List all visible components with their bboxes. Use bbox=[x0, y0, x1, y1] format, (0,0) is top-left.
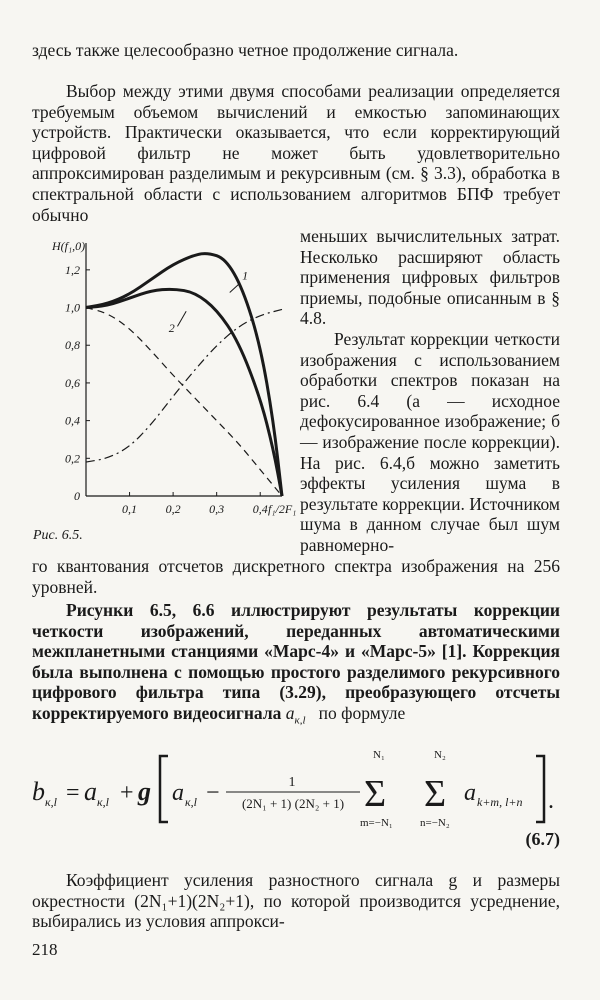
minus-sign: − bbox=[206, 780, 220, 806]
paragraph-4 bbox=[32, 600, 560, 731]
lhs-b: b bbox=[32, 777, 45, 806]
y-axis-label: H(f₁,0) bbox=[52, 239, 86, 253]
y-tick-label: 0,2 bbox=[65, 451, 80, 466]
paragraph-2: Выбор между этими двумя способами реализации определяется требуемым объемом вычислений и емкостью запоминающих устройств. Практически оказывается, что если корректирующий цифровой фильтр не может быть удовлетворительно аппроксимирован разделимым и рекурсивным (см. § 3.3), обработка в спектральной области с использованием алгоритмов БПФ требует обычно bbox=[32, 81, 560, 225]
signal-symbol-sub: к,l bbox=[294, 714, 306, 727]
inner-a: a bbox=[172, 780, 184, 806]
paragraph-3-continuation: го квантования отсчетов дискретного спектра изображения на 256 уровней. bbox=[32, 556, 560, 597]
series-label-1-leader bbox=[230, 283, 240, 292]
sum1-bottom: m=−N₁ bbox=[360, 817, 393, 829]
equation-number: (6.7) bbox=[525, 829, 560, 849]
fraction-denominator: (2N₁ + 1) (2N₂ + 1) bbox=[241, 796, 345, 811]
figure-caption: Рис. 6.5. bbox=[33, 528, 83, 543]
plus-sign: + bbox=[120, 780, 134, 806]
y-tick-label: 1,2 bbox=[65, 262, 80, 277]
sum2-top: N₂ bbox=[434, 749, 446, 761]
paragraph-5: Коэффициент усиления разностного сигнала g и размеры окрестности (2N₁+1)(2N₂+1), по которой производится усреднение, выбирались из условия аппрокси- bbox=[32, 870, 560, 932]
paragraph-1: здесь также целесообразно четное продолжение сигнала. bbox=[32, 40, 459, 60]
series-line-4 bbox=[86, 309, 282, 462]
paragraph-4-text: Рисунки 6.5, 6.6 иллюстрируют результаты коррекции четкости изображений, переданных автоматическими межпланетными станциями «Марс-4» и «Марс-5» [1]. Коррекция была выполнена с помощью простого разделимого рекурсивного цифрового фильтра типа (3.29), преобразующего отсчеты корректируемого видеосигнала bbox=[32, 600, 560, 723]
series-label-1: 1 bbox=[242, 268, 249, 283]
series-line-3 bbox=[86, 308, 282, 496]
lhs-sub: к,l bbox=[45, 795, 57, 809]
left-bracket bbox=[160, 756, 168, 822]
equation-6-7 bbox=[30, 742, 570, 832]
equation-svg bbox=[30, 742, 570, 832]
equation-period: . bbox=[548, 788, 554, 814]
rhs-a: a bbox=[84, 777, 97, 806]
sum1-sigma: Σ bbox=[364, 773, 387, 815]
x-tick-label: 0,4 bbox=[252, 502, 268, 516]
sum-term-sub: k+m, l+n bbox=[477, 795, 523, 809]
sum-term-a: a bbox=[464, 780, 476, 806]
sum1-top: N₁ bbox=[373, 749, 385, 761]
y-tick-label: 0,8 bbox=[65, 338, 80, 353]
right-bracket bbox=[536, 756, 544, 822]
y-tick-label: 0,4 bbox=[65, 413, 80, 428]
sum2-sigma: Σ bbox=[424, 773, 447, 815]
rhs-a-sub: к,l bbox=[97, 795, 109, 809]
x-tick-label: 0,1 bbox=[122, 502, 138, 516]
inner-a-sub: к,l bbox=[185, 795, 197, 809]
y-tick-label: 1,0 bbox=[65, 300, 80, 315]
series-label-2: 2 bbox=[168, 321, 175, 336]
fraction-numerator: 1 bbox=[288, 775, 296, 790]
wrapped-text-1: меньших вычислительных затрат. Несколько расширяют область применения цифровых фильтров приемы, подобные описанным в § 4.8. bbox=[300, 226, 560, 329]
sum2-bottom: n=−N₂ bbox=[420, 817, 450, 829]
gain-g: g bbox=[138, 777, 151, 806]
y-tick-label-origin: 0 bbox=[74, 489, 80, 503]
x-tick-label: 0,3 bbox=[209, 502, 225, 516]
x-tick-label: 0,2 bbox=[165, 502, 181, 516]
series-label-2-leader bbox=[177, 311, 186, 326]
page-number: 218 bbox=[32, 940, 58, 959]
wrapped-text-2: Результат коррекции четкости изображения с использованием обработки спектров показан на рис. 6.4 (а — исходное дефокусированное изображение; б — изображение после коррекции). На рис. 6.4,б можно заметить эффекты усиления шума в результате коррекции. Источником шума в данном случае был шум равномерно- bbox=[300, 329, 561, 555]
y-tick-label: 0,6 bbox=[65, 375, 80, 390]
x-axis-label: f₁/2F₁ bbox=[268, 502, 297, 516]
paragraph-4-end: по формуле bbox=[318, 702, 406, 723]
equals-sign: = bbox=[66, 780, 80, 806]
response-chart bbox=[30, 228, 297, 528]
figure-6-5 bbox=[30, 228, 297, 533]
signal-symbol: a bbox=[285, 702, 295, 723]
